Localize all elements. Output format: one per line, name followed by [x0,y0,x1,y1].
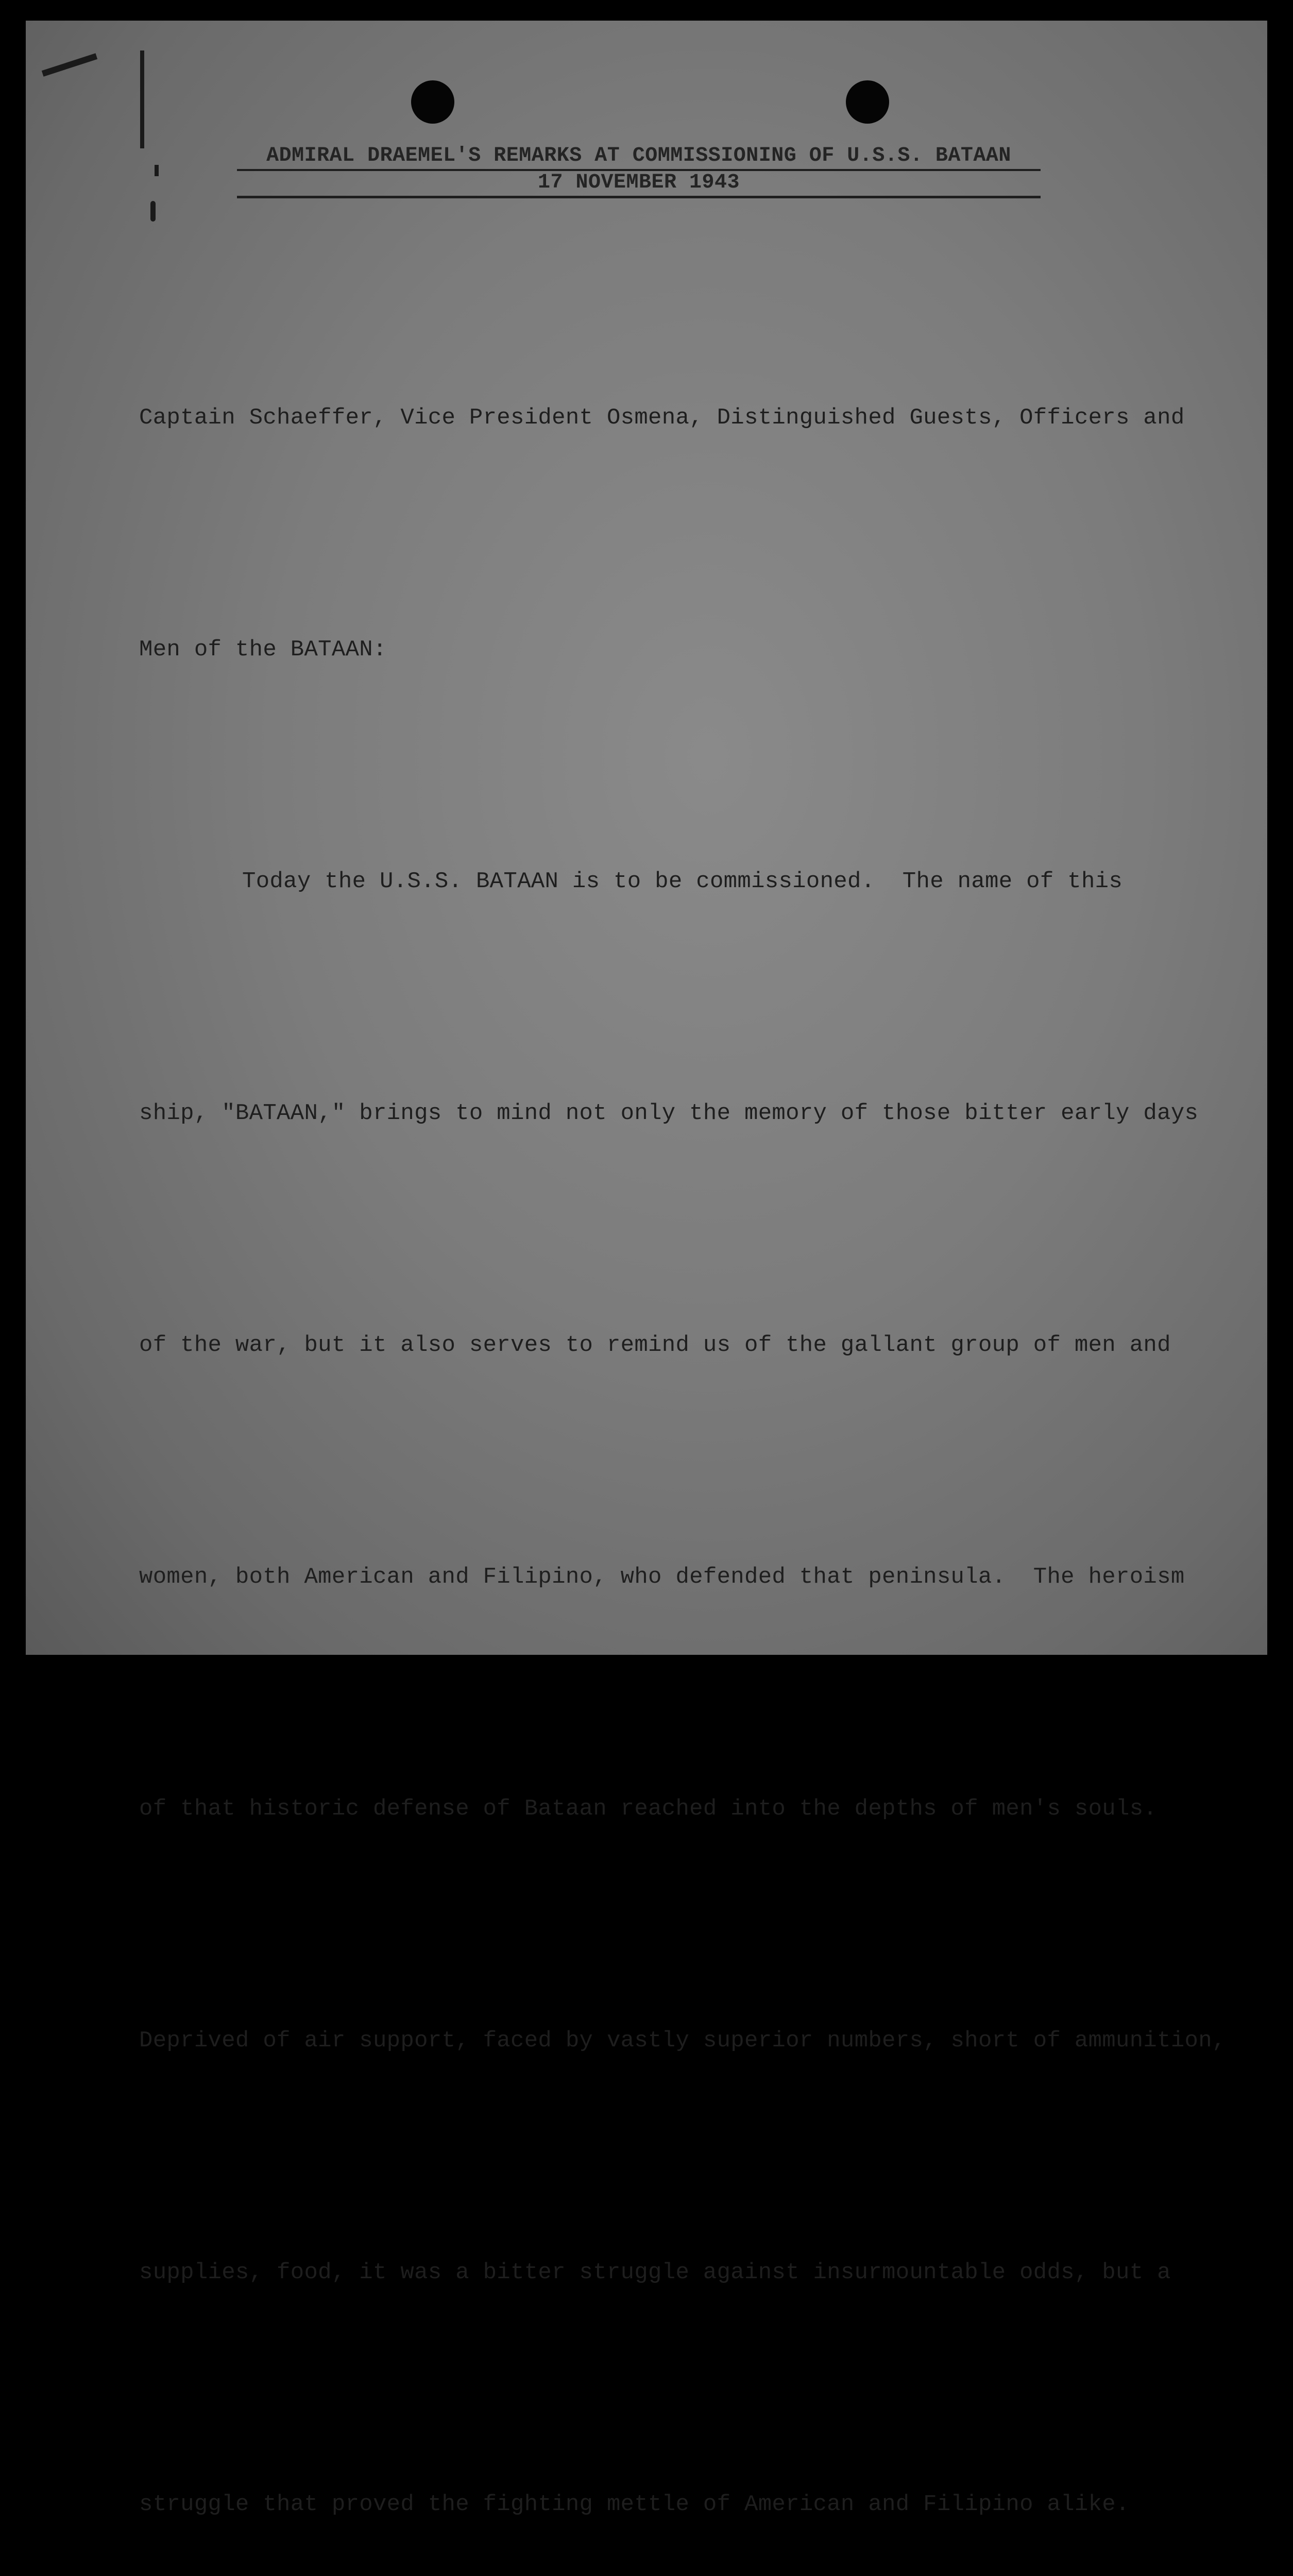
text-line: women, both American and Filipino, who defended that peninsula. The heroism [139,1564,1185,1590]
document-body [139,225,1226,2576]
punch-hole-left [411,80,454,124]
margin-mark [155,165,159,176]
margin-mark [150,201,156,222]
text-line: struggle that proved the fighting mettle of American and Filipino alike. [139,2492,1130,2517]
text-line: supplies, food, it was a bitter struggle against insurmountable odds, but a [139,2260,1171,2285]
text-line: Captain Schaeffer, Vice President Osmena, Distinguished Guests, Officers and [139,405,1185,431]
heading-date: 17 NOVEMBER 1943 [237,171,1041,198]
margin-mark [140,50,144,148]
punch-hole-right [846,80,889,124]
text-line: Today the U.S.S. BATAAN is to be commissioned. The name of this [242,869,1123,894]
margin-mark [42,53,97,76]
text-line: Deprived of air support, faced by vastly superior numbers, short of ammunition, [139,2028,1226,2054]
text-line: of that historic defense of Bataan reached into the depths of men's souls. [139,1796,1158,1822]
text-line: ship, "BATAAN," brings to mind not only the memory of those bitter early days [139,1100,1199,1126]
text-line: Men of the BATAAN: [139,637,387,663]
text-line: of the war, but it also serves to remind us of the gallant group of men and [139,1332,1171,1358]
heading-title: ADMIRAL DRAEMEL'S REMARKS AT COMMISSIONING OF U.S.S. BATAAN [237,144,1041,171]
document-heading [237,144,1041,198]
